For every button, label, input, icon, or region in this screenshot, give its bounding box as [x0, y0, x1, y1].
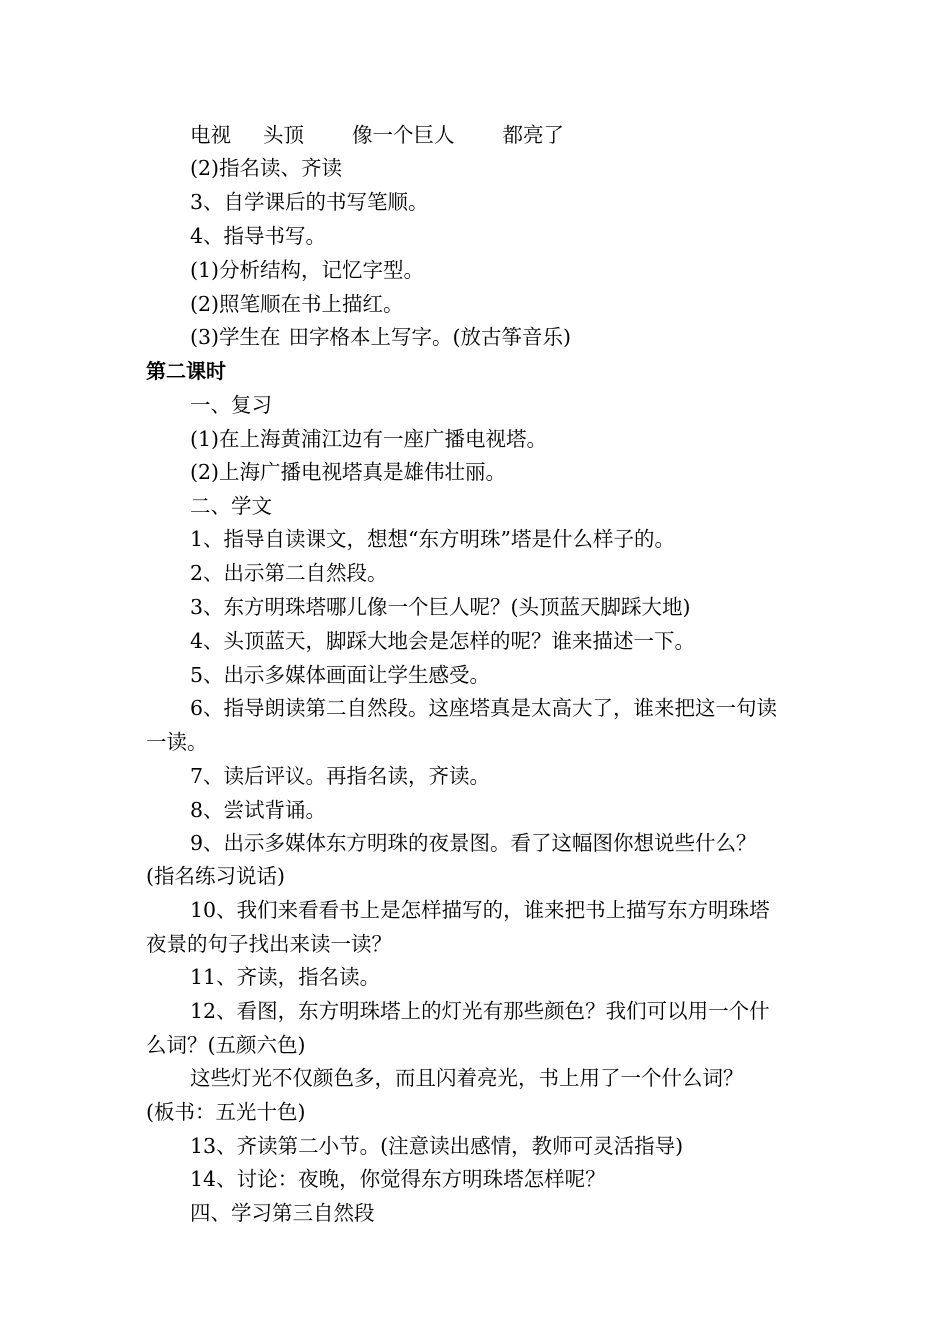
paragraph-line: (指名练习说话) — [146, 864, 285, 888]
paragraph-line: 6、指导朗读第二自然段。这座塔真是太高大了，谁来把这一句读 — [190, 696, 778, 720]
paragraph-line: 8、尝试背诵。 — [190, 798, 327, 822]
paragraph-line: 12、看图，东方明珠塔上的灯光有那些颜色？我们可以用一个什 — [190, 999, 770, 1023]
paragraph-line: (2)上海广播电视塔真是雄伟壮丽。 — [190, 460, 507, 484]
paragraph-line: 14、讨论：夜晚，你觉得东方明珠塔怎样呢？ — [190, 1167, 606, 1191]
paragraph-line: 4、指导书写。 — [190, 224, 327, 248]
line-part: (3)学生在 — [190, 325, 281, 349]
paragraph-line: (1)在上海黄浦江边有一座广播电视塔。 — [190, 427, 548, 451]
paragraph-line: 四、学习第三自然段 — [190, 1201, 375, 1225]
paragraph-line: 10、我们来看看书上是怎样描写的，谁来把书上描写东方明珠塔 — [190, 898, 770, 922]
paragraph-line: 二、学文 — [190, 494, 272, 518]
paragraph-line: (1)分析结构，记忆字型。 — [190, 258, 425, 282]
word-dianshi: 电视 — [190, 123, 231, 147]
paragraph-line: 13、齐读第二小节。(注意读出感情，教师可灵活指导) — [190, 1134, 684, 1158]
paragraph-line: 5、出示多媒体画面让学生感受。 — [190, 663, 491, 687]
line-part: 田字格本上写字。(放古筝音乐) — [288, 325, 572, 349]
paragraph-line: 7、读后评议。再指名读，齐读。 — [190, 764, 491, 788]
paragraph-line: 3、东方明珠塔哪儿像一个巨人呢？(头顶蓝天脚踩大地) — [190, 595, 691, 619]
paragraph-line: 11、齐读，指名读。 — [190, 965, 381, 989]
paragraph-line: 2、出示第二自然段。 — [190, 561, 388, 585]
paragraph-line: 这些灯光不仅颜色多，而且闪着亮光，书上用了一个什么词？ — [190, 1066, 744, 1090]
paragraph-line: 一、复习 — [190, 393, 272, 417]
paragraph-line — [0, 323, 950, 351]
paragraph-line: 4、头顶蓝天，脚踩大地会是怎样的呢？谁来描述一下。 — [190, 629, 696, 653]
paragraph-line: (2)指名读、齐读 — [190, 156, 343, 180]
section-heading: 第二课时 — [146, 359, 226, 383]
word-xiang-ju-ren: 像一个巨人 — [352, 123, 455, 147]
paragraph-line: 9、出示多媒体东方明珠的夜景图。看了这幅图你想说些什么？ — [190, 831, 757, 855]
paragraph-line: 么词？(五颜六色) — [146, 1033, 306, 1057]
word-dou-liang-le: 都亮了 — [502, 123, 564, 147]
word-list-line — [0, 121, 950, 149]
paragraph-line: (2)照笔顺在书上描红。 — [190, 292, 404, 316]
paragraph-line: 一读。 — [146, 730, 208, 754]
paragraph-line: 1、指导自读课文，想想“东方明珠”塔是什么样子的。 — [190, 527, 676, 551]
paragraph-line: (板书：五光十色) — [146, 1100, 306, 1124]
paragraph-line: 夜景的句子找出来读一读？ — [146, 932, 392, 956]
word-touding: 头顶 — [263, 123, 304, 147]
paragraph-line: 3、自学课后的书写笔顺。 — [190, 190, 429, 214]
